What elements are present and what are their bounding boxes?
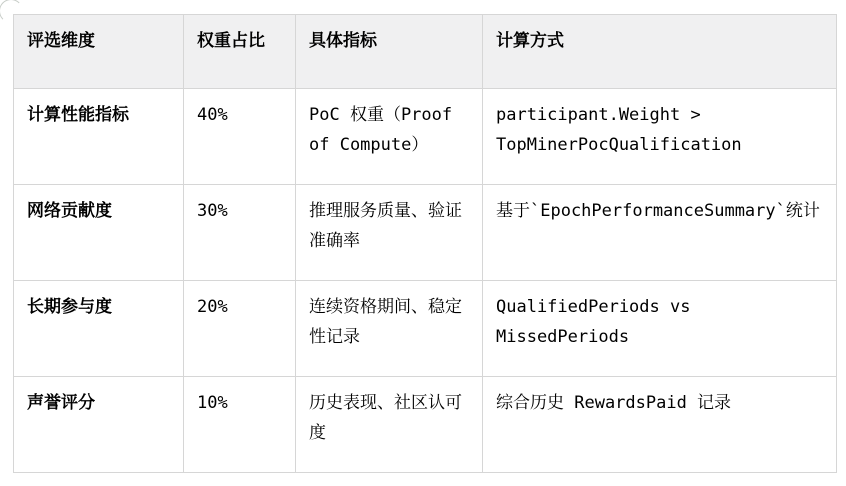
cell-weight: 40%: [184, 89, 296, 185]
cell-method: 基于`EpochPerformanceSummary`统计: [483, 185, 837, 281]
cell-indicator: 推理服务质量、验证准确率: [296, 185, 483, 281]
cell-indicator: 历史表现、社区认可度: [296, 377, 483, 473]
cell-dimension: 长期参与度: [14, 281, 184, 377]
cell-weight: 20%: [184, 281, 296, 377]
cell-weight: 10%: [184, 377, 296, 473]
cell-method: 综合历史 RewardsPaid 记录: [483, 377, 837, 473]
cell-indicator: 连续资格期间、稳定性记录: [296, 281, 483, 377]
cell-method: participant.Weight > TopMinerPocQualification: [483, 89, 837, 185]
table-row: [14, 185, 837, 281]
column-header-dimension: 评选维度: [14, 15, 184, 89]
cell-method: QualifiedPeriods vs MissedPeriods: [483, 281, 837, 377]
table-row: [14, 281, 837, 377]
evaluation-criteria-table: [13, 14, 837, 473]
cell-dimension: 计算性能指标: [14, 89, 184, 185]
table-row: [14, 377, 837, 473]
cell-dimension: 网络贡献度: [14, 185, 184, 281]
column-header-weight: 权重占比: [184, 15, 296, 89]
column-header-method: 计算方式: [483, 15, 837, 89]
table-header-row: [14, 15, 837, 89]
cell-dimension: 声誉评分: [14, 377, 184, 473]
column-header-indicator: 具体指标: [296, 15, 483, 89]
cell-weight: 30%: [184, 185, 296, 281]
table-row: [14, 89, 837, 185]
cell-indicator: PoC 权重（Proof of Compute）: [296, 89, 483, 185]
